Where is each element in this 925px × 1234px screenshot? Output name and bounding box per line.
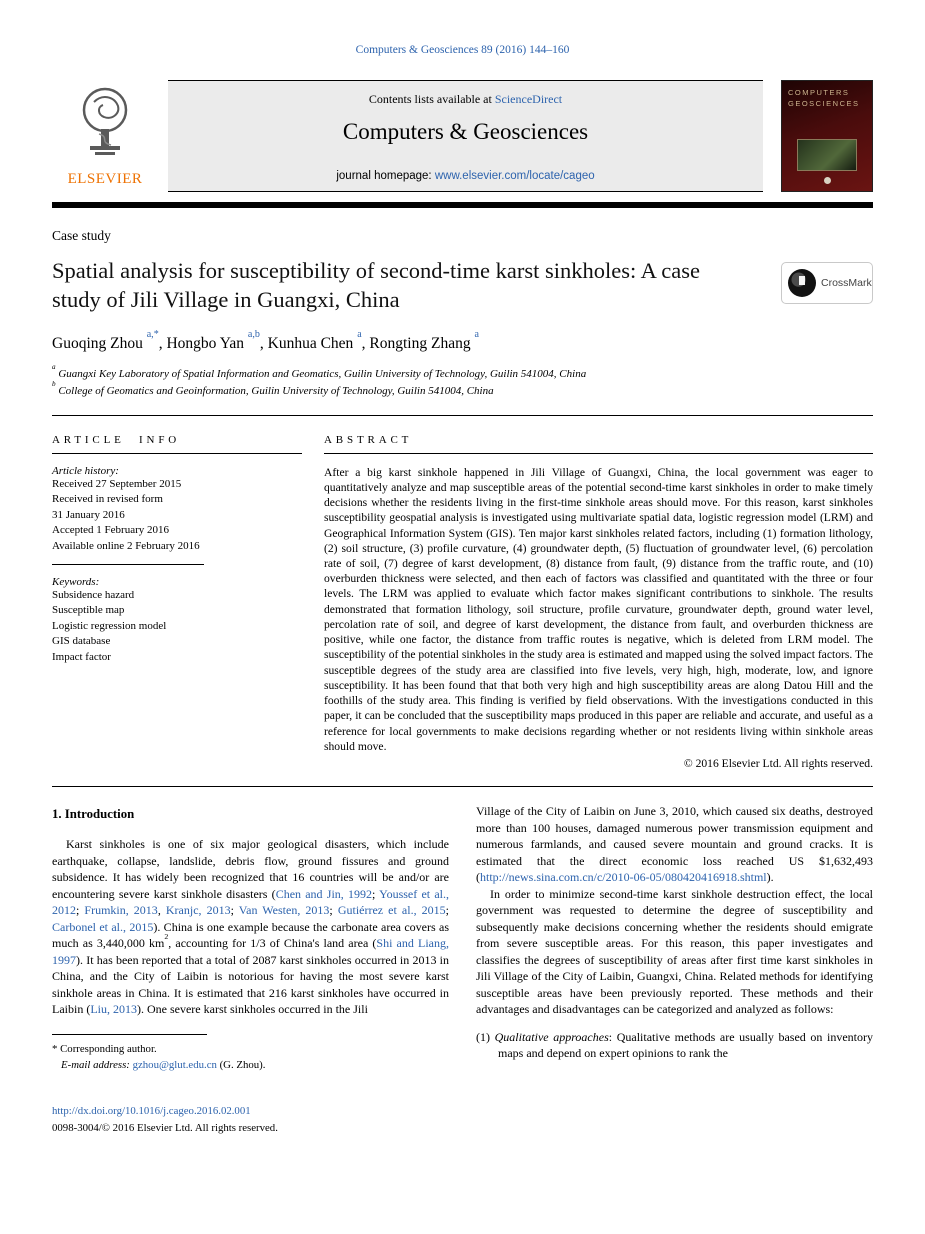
section-divider bbox=[52, 415, 873, 416]
inline-link[interactable]: http://news.sina.com.cn/c/2010-06-05/080420416918.shtml bbox=[480, 870, 767, 885]
keyword: Impact factor bbox=[52, 651, 111, 664]
crossmark-badge[interactable] bbox=[781, 262, 873, 304]
journal-header bbox=[52, 80, 873, 192]
text-run: b bbox=[52, 379, 56, 388]
intro-paragraph-1 bbox=[52, 836, 449, 1018]
inline-link[interactable]: Youssef et al., 2012 bbox=[52, 886, 449, 918]
section-1-heading: 1. Introduction bbox=[52, 807, 135, 822]
text-run: a bbox=[52, 362, 56, 371]
elsevier-wordmark: ELSEVIER bbox=[67, 171, 143, 187]
article-history-lines bbox=[52, 477, 302, 555]
body-columns bbox=[52, 803, 873, 1136]
text-run: ; bbox=[372, 886, 380, 901]
history-line: Received 27 September 2015 bbox=[52, 477, 182, 490]
elsevier-tree-icon bbox=[66, 82, 144, 166]
history-line: Received in revised form bbox=[52, 493, 163, 506]
cover-title-line2: GEOSCIENCES bbox=[788, 99, 860, 109]
doi-link[interactable]: http://dx.doi.org/10.1016/j.cageo.2016.02.001 bbox=[52, 1104, 251, 1117]
journal-reference bbox=[52, 44, 873, 56]
info-abstract-section bbox=[52, 434, 873, 770]
inline-link[interactable]: a,b bbox=[247, 328, 260, 340]
body-column-2 bbox=[476, 803, 873, 1136]
keyword-lines bbox=[52, 588, 302, 666]
text-run: ; bbox=[76, 903, 85, 918]
cover-image bbox=[797, 139, 857, 171]
crossmark-icon bbox=[788, 269, 816, 297]
text-run: Karst sinkholes is one of six major geological disasters, which include earthquake, collapse, landslide, debris flow, ground fissures and ground subsidence. It has widely been recognized that 16 countries will be and/or are encountering severe karst sinkhole disasters ( bbox=[52, 837, 449, 901]
cover-globe-icon bbox=[824, 177, 831, 184]
article-history-label: Article history: bbox=[52, 464, 119, 477]
text-run: , Kunhua Chen bbox=[259, 334, 358, 352]
history-line: Accepted 1 February 2016 bbox=[52, 524, 169, 537]
contents-line bbox=[168, 92, 763, 107]
italic-text: Qualitative approaches bbox=[494, 1029, 609, 1044]
copyright-line: © 2016 Elsevier Ltd. All rights reserved. bbox=[683, 757, 873, 771]
text-run: ; bbox=[230, 903, 239, 918]
inline-link[interactable]: Carbonel et al., 2015 bbox=[52, 919, 154, 934]
abstract-column bbox=[324, 434, 873, 770]
journal-title: Computers & Geosciences bbox=[342, 119, 589, 144]
abstract-rule bbox=[324, 453, 873, 454]
text-run: , bbox=[157, 903, 166, 918]
text-run: , Rongting Zhang bbox=[361, 334, 475, 352]
keyword: Subsidence hazard bbox=[52, 588, 135, 601]
inline-link[interactable]: a bbox=[474, 328, 479, 340]
inline-link[interactable]: Chen and Jin, 1992 bbox=[275, 886, 372, 901]
abstract-heading: ABSTRACT bbox=[324, 433, 413, 446]
journal-homepage-line bbox=[168, 170, 763, 182]
abstract-text: After a big karst sinkhole happened in Jili Village of Guangxi, China, the local government was eager to quantitatively analyze and map susceptible areas of the potential second-time karst sinkholes in order to make timely decisions whether the residents living in the first-time sinkhole areas should move. For this reason, karst sinkholes susceptibility geospatial analysis is investigated using multivariate spatial data, logistic regression model (LRM) and Geographical Information System (GIS). Ten major karst sinkholes related factors, including (1) formation lithology, (2) soil structure, (3) profile curvature, (4) groundwater depth, (5) fluctuation of groundwater level, (6) percolation rate of soil, (7) degree of karst development, (8) distance from fault, (9) distance from the traffic route, and (10) overburden thickness were selected, and then each of factors was classified and quantitated with the three or four levels. The LRM was applied to evaluate which factor makes significant contributions to sinkhole. The results demonstrated that formation lithology, soil structure, profile curvature, groundwater depth, ground water level, percolation rate of soil, and degree of karst development, the distance from fault, and overburden thickness are positive, while one factor, the distance from traffic routes is negative, which is deleted from LRM model. The susceptibility of the potential sinkholes in the study area is estimated and mapped using the solved impact factors. The susceptible degrees of the study area are classified into five levels, very high, high, moderate, low, and ignore susceptibility. It has been found that that both very high and high susceptibility areas are along Datou Hill and the foothills of the study area. This finding is verified by field observations. With the investigations conducted in this paper, it can be concluded that the susceptibility maps produced in this paper are reliable and accurate, and useful as a reference for local governments to make decisions regarding whether or not residents living within sinkhole areas should move. bbox=[324, 465, 873, 753]
elsevier-logo bbox=[52, 80, 158, 192]
text-run: College of Geomatics and Geoinformation, Guilin University of Technology, Guilin 541004, China bbox=[55, 384, 494, 397]
keyword: Susceptible map bbox=[52, 604, 125, 617]
affiliation-b bbox=[52, 379, 873, 400]
inline-link[interactable]: Frumkin, 2013 bbox=[84, 903, 158, 918]
article-type-label: Case study bbox=[52, 228, 111, 243]
history-line: Available online 2 February 2016 bbox=[52, 540, 200, 553]
footnote-block bbox=[52, 1034, 449, 1073]
text-run: ). China is one example because the carbonate area covers as much as 3,440,000 km bbox=[52, 919, 449, 951]
text-run: Village of the City of Laibin on June 3, 2010, which caused six deaths, destroyed more than 100 houses, damaged numerous power transmission equipment and numerous farmlands, and caused severe mountain and ground cracks. It is estimated that the direct economic loss reached US $1,632,493 ( bbox=[476, 804, 873, 885]
crossmark-flag-icon bbox=[799, 276, 805, 285]
text-run: , accounting for 1/3 of China's land area ( bbox=[168, 936, 377, 951]
footnote-rule bbox=[52, 1034, 207, 1035]
article-info-heading: ARTICLE INFO bbox=[52, 433, 181, 446]
text-run: Guangxi Key Laboratory of Spatial Information and Geomatics, Guilin University of Technology, Guilin 541004, China bbox=[55, 367, 587, 380]
cover-title bbox=[788, 87, 866, 110]
issn-copyright-line: 0098-3004/© 2016 Elsevier Ltd. All rights reserved. bbox=[52, 1121, 278, 1134]
intro-paragraph-3: In order to minimize second-time karst sinkhole destruction effect, the local government was requested to determine the degree of susceptibility and subsequently make decisions concerning whether the residents should emigrate from severe susceptible areas. For this reason, this paper investigates and classifies the degrees of susceptibility of areas after first time karst sinkholes in Jili Village of the City of Laibin, Guangxi, China. Related methods for identifying susceptible areas have been previously reported. These methods and their advantages and disadvantages can be categorized and analyzed as follows: bbox=[476, 886, 873, 1017]
inline-link[interactable]: a bbox=[357, 328, 362, 340]
article-info-column bbox=[52, 434, 302, 770]
text-run: ). bbox=[766, 870, 774, 885]
title-row bbox=[52, 256, 873, 315]
homepage-link[interactable]: www.elsevier.com/locate/cageo bbox=[434, 170, 595, 182]
intro-paragraph-2 bbox=[476, 803, 873, 886]
inline-link[interactable]: Liu, 2013 bbox=[90, 1002, 137, 1017]
text-run: Guoqing Zhou bbox=[52, 334, 147, 352]
journal-reference-link[interactable]: Computers & Geosciences 89 (2016) 144–160 bbox=[355, 44, 570, 56]
inline-link[interactable]: Gutiérrez et al., 2015 bbox=[337, 903, 446, 918]
article-info-rule bbox=[52, 453, 302, 454]
journal-banner bbox=[168, 80, 763, 192]
text-run: ; bbox=[329, 903, 338, 918]
inline-link[interactable]: Kranjc, 2013 bbox=[165, 903, 231, 918]
method-list-item-1 bbox=[476, 1029, 873, 1062]
text-run: ). One severe karst sinkholes occurred in the Jili bbox=[137, 1002, 368, 1017]
text-run: ; bbox=[445, 903, 449, 918]
inline-link[interactable]: a,* bbox=[146, 328, 159, 340]
text-run: ). It has been reported that a total of 2087 karst sinkholes occurred in 2013 in China, and the City of Laibin is notorious for having the most severe karst sinkhole areas in China. It is estimated that 216 karst sinkholes have occurred in Laibin ( bbox=[52, 952, 449, 1017]
text-run: , Hongbo Yan bbox=[158, 334, 248, 352]
text-run: (G. Zhou). bbox=[216, 1058, 266, 1071]
keywords-label: Keywords: bbox=[52, 575, 100, 588]
text-run: : Qualitative methods are usually based on inventory maps and depend on expert opinions to rank the bbox=[498, 1029, 873, 1061]
article-title: Spatial analysis for susceptibility of second-time karst sinkholes: A case study of Jili Village in Guangxi, China bbox=[52, 258, 701, 313]
doi-block bbox=[52, 1103, 449, 1136]
contents-line-text: Contents lists available at bbox=[368, 92, 495, 106]
inline-link[interactable]: Shi and Liang, 1997 bbox=[52, 936, 449, 967]
keyword: GIS database bbox=[52, 635, 111, 648]
cover-title-line1: COMPUTERS bbox=[788, 88, 850, 97]
text-run: (1) bbox=[476, 1029, 495, 1044]
header-divider bbox=[52, 202, 873, 208]
history-line: 31 January 2016 bbox=[52, 508, 125, 521]
history-keywords-divider bbox=[52, 564, 204, 565]
italic-text: E-mail address: bbox=[61, 1058, 133, 1071]
abstract-body-divider bbox=[52, 786, 873, 787]
text-run: 2 bbox=[164, 931, 169, 941]
keyword: Logistic regression model bbox=[52, 619, 167, 632]
affiliations bbox=[52, 362, 873, 400]
homepage-prefix: journal homepage: bbox=[336, 170, 435, 182]
inline-link[interactable]: gzhou@glut.edu.cn bbox=[132, 1058, 217, 1071]
author-line bbox=[52, 328, 873, 353]
corresponding-author-note: * Corresponding author. bbox=[52, 1042, 157, 1055]
inline-link[interactable]: Van Westen, 2013 bbox=[238, 903, 330, 918]
journal-cover-thumbnail[interactable] bbox=[781, 80, 873, 192]
body-column-1 bbox=[52, 803, 449, 1136]
crossmark-label: CrossMark bbox=[821, 277, 872, 289]
affiliation-a bbox=[52, 362, 873, 383]
email-note bbox=[52, 1057, 449, 1073]
sciencedirect-link[interactable]: ScienceDirect bbox=[494, 92, 563, 106]
